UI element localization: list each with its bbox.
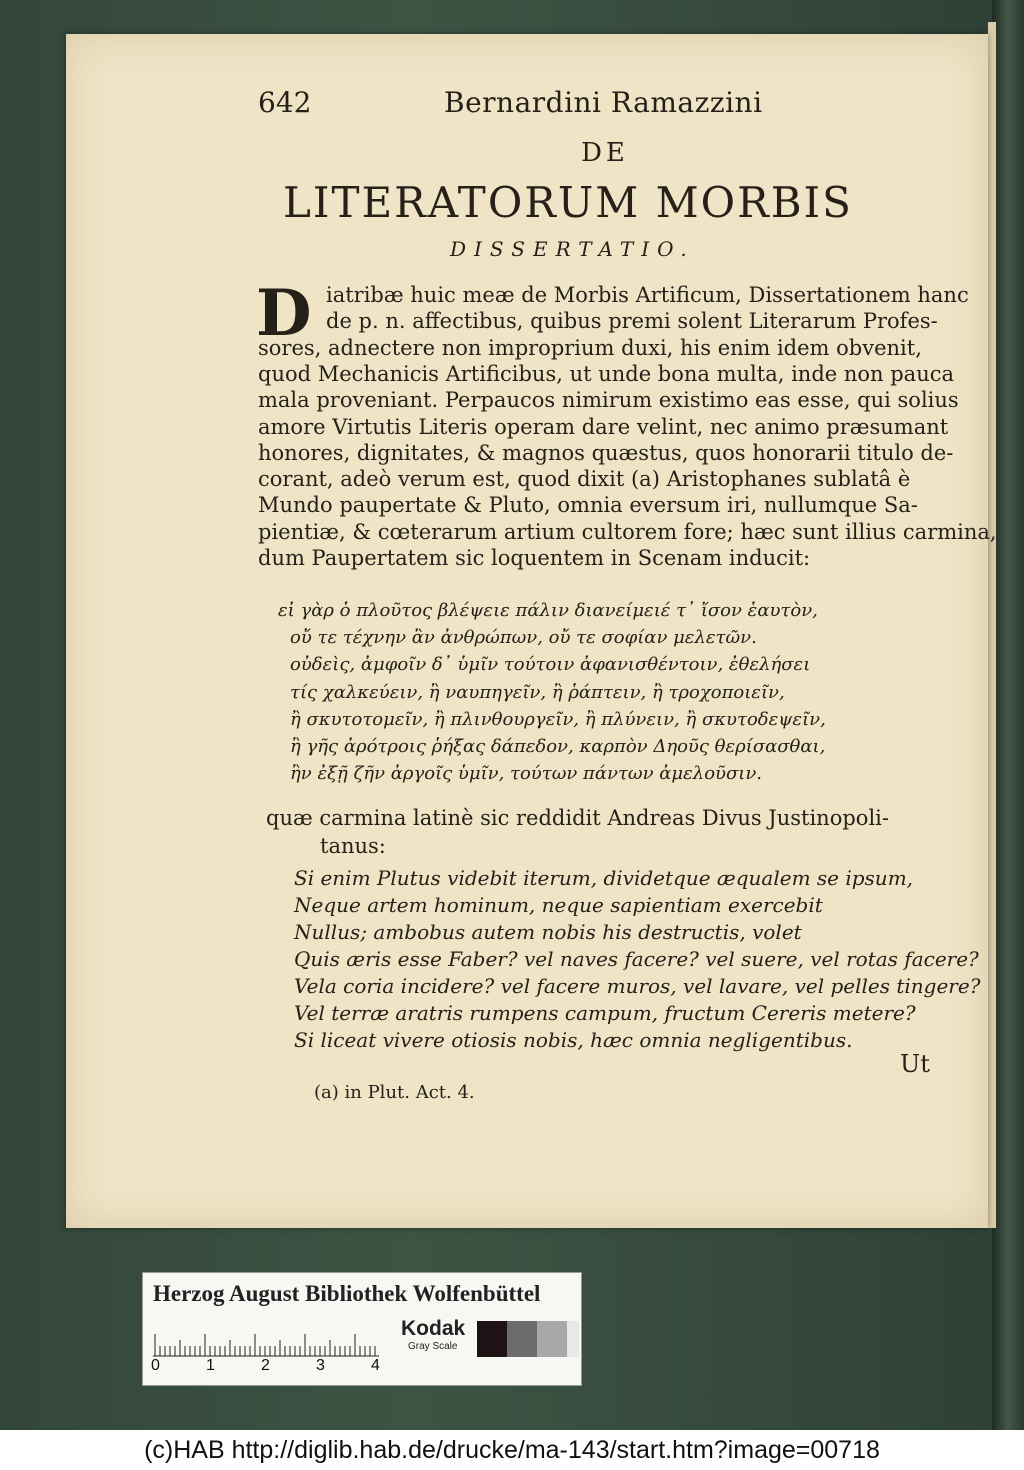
- title-subtitle: DISSERTATIO.: [450, 237, 695, 261]
- measurement-ruler: [153, 1321, 379, 1357]
- ruler-number-1: 1: [206, 1357, 215, 1374]
- gray-patch-dark: [507, 1321, 537, 1357]
- paragraph-line-5: amore Virtutis Literis operam dare velint, nec animo præsumant: [258, 414, 949, 439]
- copyright-url: (c)HAB http://diglib.hab.de/drucke/ma-143/start.htm?image=00718: [144, 1436, 880, 1464]
- ruler-number-0: 0: [151, 1357, 160, 1374]
- kodak-logo: Kodak: [401, 1317, 466, 1340]
- catchword: Ut: [900, 1050, 930, 1078]
- library-label: [142, 1272, 582, 1386]
- paragraph-line-4: mala proveniant. Perpaucos nimirum existimo eas esse, qui solius: [258, 388, 959, 413]
- greek-line-1: οὔ τε τέχνην ἂν ἀνθρώπων, οὔ τε σοφίαν μελετῶν.: [290, 627, 757, 649]
- verse-line-5: Vel terræ aratris rumpens campum, fructum Cereris metere?: [294, 1001, 916, 1025]
- greek-line-2: οὐδεὶς, ἀμφοῖν δ᾽ ὑμῖν τούτοιν ἀφανισθέντοιν, ἐθελήσει: [290, 654, 811, 676]
- paragraph-line-6: honores, dignitates, & magnos quæstus, quos honorarii titulo de-: [258, 440, 954, 465]
- verse-line-0: Si enim Plutus videbit iterum, dividetque æqualem se ipsum,: [294, 866, 914, 890]
- paragraph-line-3: quod Mechanicis Artificibus, ut unde bona multa, inde non pauca: [258, 361, 955, 386]
- verse-line-4: Vela coria incidere? vel facere muros, vel lavare, vel pelles tingere?: [294, 974, 981, 998]
- greek-line-6: ἢν ἐξῇ ζῆν ἀργοῖς ὑμῖν, τούτων πάντων ἀμελοῦσιν.: [290, 763, 762, 785]
- paragraph-line-1: de p. n. affectibus, quibus premi solent Literarum Profes-: [326, 309, 938, 334]
- library-name: Herzog August Bibliothek Wolfenbüttel: [153, 1281, 541, 1306]
- greek-line-0: εἰ γὰρ ὁ πλοῦτος βλέψειε πάλιν διανείμειέ τ᾽ ἴσον ἑαυτὸν,: [278, 600, 818, 621]
- greek-line-5: ἢ γῆς ἀρότροις ῥήξας δάπεδον, καρπὸν Δηοῦς θερίσασθαι,: [290, 736, 826, 757]
- paragraph-line-9: pientiæ, & cœterarum artium cultorem fore; hæc sunt illius carmina,: [258, 519, 997, 544]
- paragraph-line-7: corant, adeò verum est, quod dixit (a) Aristophanes sublatâ è: [258, 467, 911, 492]
- drop-cap: D: [256, 276, 312, 351]
- title-de: DE: [581, 138, 629, 168]
- transition-line-1: quæ carmina latinè sic reddidit Andreas Divus Justinopoli-: [266, 806, 889, 830]
- paragraph-line-0: iatribæ huic meæ de Morbis Artificum, Dissertationem hanc: [326, 283, 969, 307]
- transition-line-2: tanus:: [320, 834, 386, 858]
- book-edge: [992, 0, 1024, 1430]
- footer-bar: [0, 1430, 1024, 1470]
- paragraph-line-10: dum Paupertatem sic loquentem in Scenam inducit:: [258, 546, 811, 570]
- running-head-author: Bernardini Ramazzini: [444, 86, 763, 119]
- footnote: (a) in Plut. Act. 4.: [314, 1082, 475, 1103]
- gray-patch-black: [477, 1321, 507, 1357]
- greek-line-4: ἢ σκυτοτομεῖν, ἢ πλινθουργεῖν, ἢ πλύνειν, ἢ σκυτοδεψεῖν,: [290, 708, 826, 730]
- ruler-number-3: 3: [316, 1357, 325, 1374]
- ruler-number-2: 2: [261, 1357, 270, 1374]
- verse-line-6: Si liceat vivere otiosis nobis, hæc omnia negligentibus.: [294, 1028, 853, 1052]
- kodak-gray-scale-label: Gray Scale: [408, 1341, 458, 1352]
- page-number: 642: [258, 86, 312, 119]
- paragraph-line-8: Mundo paupertate & Pluto, omnia eversum iri, nullumque Sa-: [258, 493, 918, 518]
- adjacent-page-edge: [988, 22, 996, 1228]
- greek-line-3: τίς χαλκεύειν, ἢ ναυπηγεῖν, ἢ ῥάπτειν, ἢ τροχοποιεῖν,: [290, 681, 785, 703]
- ruler-number-4: 4: [371, 1357, 380, 1374]
- verse-line-1: Neque artem hominum, neque sapientiam exercebit: [294, 893, 823, 917]
- gray-patch-light: [567, 1321, 579, 1357]
- page-title: LITERATORUM MORBIS: [283, 178, 853, 227]
- verse-line-3: Quis æris esse Faber? vel naves facere? vel suere, vel rotas facere?: [294, 947, 979, 971]
- gray-patch-mid: [537, 1321, 567, 1357]
- verse-line-2: Nullus; ambobus autem nobis his destructis, volet: [294, 920, 802, 944]
- paragraph-line-2: sores, adnectere non improprium duxi, his enim idem obvenit,: [258, 335, 922, 360]
